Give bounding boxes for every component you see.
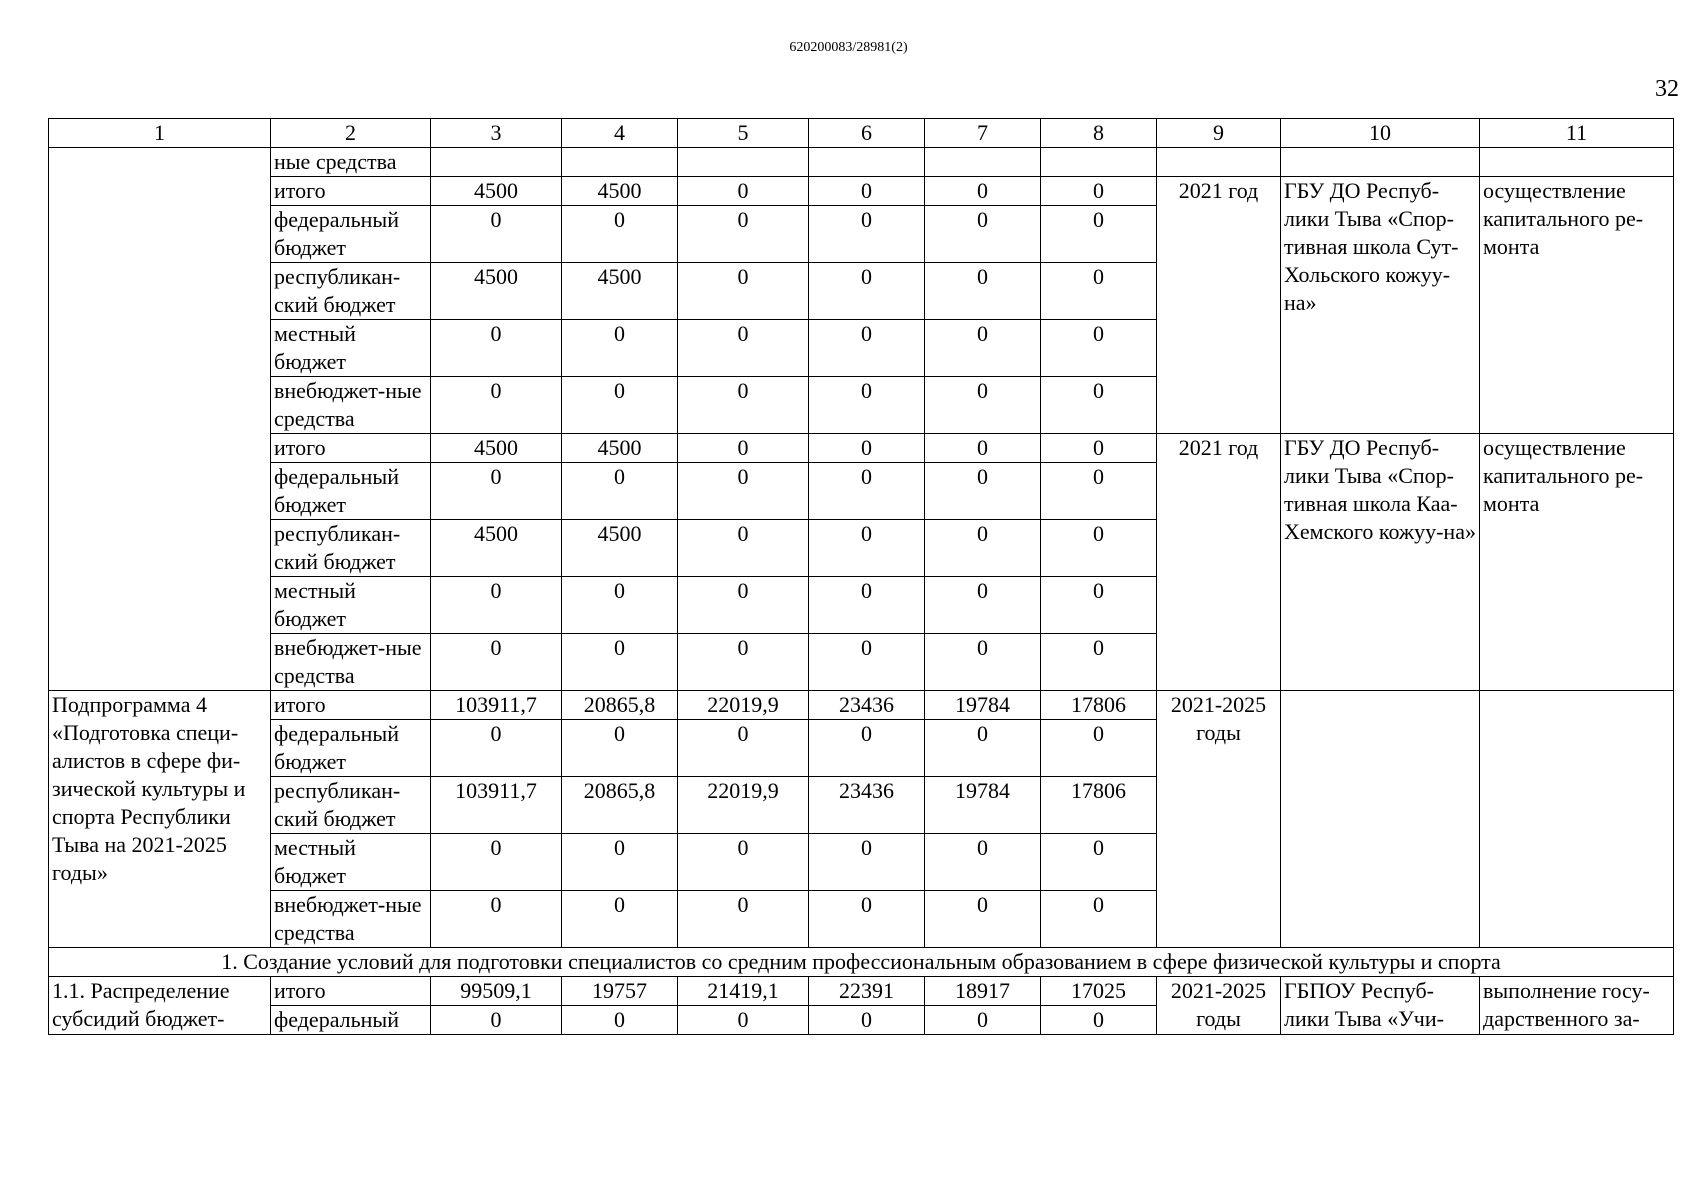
executor-cell: ГБУ ДО Респуб-лики Тыва «Спор-тивная школа Сут-Хольского кожуу-на» [1281, 177, 1480, 434]
value-cell: 0 [678, 463, 809, 520]
header-cell: 9 [1157, 119, 1281, 148]
value-cell: 0 [925, 206, 1041, 263]
value-cell: 0 [678, 320, 809, 377]
header-row [49, 119, 1674, 148]
value-cell: 4500 [431, 263, 562, 320]
value-cell: 0 [431, 206, 562, 263]
header-cell: 4 [562, 119, 678, 148]
value-cell: 0 [925, 463, 1041, 520]
value-cell: 0 [1041, 720, 1157, 777]
value-cell: 0 [431, 891, 562, 948]
row-label: итого [271, 691, 431, 720]
value-cell: 0 [431, 377, 562, 434]
value-cell: 0 [562, 1006, 678, 1035]
value-cell: 0 [678, 891, 809, 948]
table-row [49, 148, 1674, 177]
row-label: внебюджет-ные средства [271, 891, 431, 948]
row-label: федеральный бюджет [271, 463, 431, 520]
value-cell: 0 [809, 177, 925, 206]
table-cell: ные средства [271, 148, 431, 177]
table-cell [925, 148, 1041, 177]
executor-cell: ГБУ ДО Респуб-лики Тыва «Спор-тивная школа Каа-Хемского кожуу-на» [1281, 434, 1480, 691]
value-cell: 0 [925, 577, 1041, 634]
value-cell: 22391 [809, 977, 925, 1006]
value-cell: 0 [809, 377, 925, 434]
value-cell: 0 [925, 634, 1041, 691]
value-cell: 0 [562, 320, 678, 377]
value-cell: 0 [678, 520, 809, 577]
value-cell: 4500 [562, 520, 678, 577]
value-cell: 0 [809, 577, 925, 634]
value-cell: 20865,8 [562, 777, 678, 834]
row-label: итого [271, 177, 431, 206]
value-cell: 20865,8 [562, 691, 678, 720]
table-cell [431, 148, 562, 177]
row-label: внебюджет-ные средства [271, 377, 431, 434]
value-cell: 99509,1 [431, 977, 562, 1006]
table-row [49, 977, 1674, 1006]
value-cell: 0 [678, 1006, 809, 1035]
value-cell: 0 [431, 577, 562, 634]
row-label: республикан-ский бюджет [271, 520, 431, 577]
row-label: федеральный бюджет [271, 206, 431, 263]
value-cell: 22019,9 [678, 691, 809, 720]
value-cell: 22019,9 [678, 777, 809, 834]
subprogram-name: Подпрограмма 4 «Подготовка специ-алистов в сфере фи-зической культуры и спорта Республики Тыва на 2021-2025 годы» [49, 691, 271, 948]
value-cell: 0 [809, 520, 925, 577]
value-cell: 0 [678, 263, 809, 320]
row-label: местный бюджет [271, 577, 431, 634]
value-cell: 23436 [809, 777, 925, 834]
value-cell: 0 [678, 177, 809, 206]
value-cell: 0 [678, 720, 809, 777]
value-cell: 17806 [1041, 777, 1157, 834]
header-cell: 2 [271, 119, 431, 148]
table-cell [1041, 148, 1157, 177]
period-cell: 2021-2025 годы [1157, 977, 1281, 1035]
value-cell: 4500 [562, 263, 678, 320]
value-cell: 21419,1 [678, 977, 809, 1006]
section-heading: 1. Создание условий для подготовки специалистов со средним профессиональным образованием в сфере физической культуры и спорта [49, 948, 1674, 977]
value-cell: 0 [431, 463, 562, 520]
header-cell: 7 [925, 119, 1041, 148]
period-cell: 2021 год [1157, 177, 1281, 434]
value-cell: 4500 [562, 177, 678, 206]
value-cell: 0 [809, 1006, 925, 1035]
document-id: 620200083/28981(2) [789, 40, 908, 55]
header-cell: 11 [1480, 119, 1674, 148]
value-cell: 0 [925, 891, 1041, 948]
table-cell [49, 148, 271, 691]
row-label: федеральный бюджет [271, 720, 431, 777]
value-cell: 0 [925, 320, 1041, 377]
value-cell: 0 [1041, 263, 1157, 320]
value-cell: 0 [431, 720, 562, 777]
value-cell: 0 [431, 320, 562, 377]
value-cell: 0 [562, 377, 678, 434]
value-cell: 19784 [925, 777, 1041, 834]
value-cell: 0 [809, 434, 925, 463]
value-cell: 0 [809, 891, 925, 948]
value-cell: 4500 [431, 434, 562, 463]
value-cell: 0 [925, 263, 1041, 320]
row-label: местный бюджет [271, 834, 431, 891]
row-label: итого [271, 977, 431, 1006]
value-cell: 0 [809, 463, 925, 520]
value-cell: 0 [1041, 891, 1157, 948]
value-cell: 0 [678, 377, 809, 434]
result-cell: осуществление капитального ре-монта [1480, 177, 1674, 434]
executor-cell [1281, 691, 1480, 948]
row-label: республикан-ский бюджет [271, 263, 431, 320]
value-cell: 23436 [809, 691, 925, 720]
period-cell: 2021-2025 годы [1157, 691, 1281, 948]
result-cell: выполнение госу-дарственного за- [1480, 977, 1674, 1035]
value-cell: 4500 [562, 434, 678, 463]
row-label: внебюджет-ные средства [271, 634, 431, 691]
page-number: 32 [1655, 76, 1679, 102]
value-cell: 0 [1041, 1006, 1157, 1035]
row-label: местный бюджет [271, 320, 431, 377]
value-cell: 0 [1041, 177, 1157, 206]
header-cell: 5 [678, 119, 809, 148]
value-cell: 0 [1041, 834, 1157, 891]
result-cell [1480, 691, 1674, 948]
value-cell: 0 [562, 577, 678, 634]
table-row [49, 691, 1674, 720]
value-cell: 0 [925, 1006, 1041, 1035]
header-cell: 10 [1281, 119, 1480, 148]
value-cell: 0 [809, 720, 925, 777]
budget-table [48, 118, 1674, 1035]
table-cell [1480, 148, 1674, 177]
value-cell: 0 [1041, 320, 1157, 377]
value-cell: 19757 [562, 977, 678, 1006]
row-label: итого [271, 434, 431, 463]
value-cell: 0 [925, 434, 1041, 463]
value-cell: 0 [1041, 520, 1157, 577]
table-row [49, 948, 1674, 977]
value-cell: 0 [809, 206, 925, 263]
row-label: федеральный [271, 1006, 431, 1035]
value-cell: 0 [809, 834, 925, 891]
row-label: республикан-ский бюджет [271, 777, 431, 834]
value-cell: 0 [431, 1006, 562, 1035]
value-cell: 0 [562, 891, 678, 948]
value-cell: 0 [678, 434, 809, 463]
value-cell: 0 [562, 206, 678, 263]
value-cell: 0 [809, 263, 925, 320]
value-cell: 0 [1041, 577, 1157, 634]
value-cell: 0 [562, 720, 678, 777]
period-cell: 2021 год [1157, 434, 1281, 691]
value-cell: 0 [1041, 377, 1157, 434]
executor-cell: ГБПОУ Респуб-лики Тыва «Учи- [1281, 977, 1480, 1035]
value-cell: 18917 [925, 977, 1041, 1006]
header-cell: 6 [809, 119, 925, 148]
value-cell: 4500 [431, 520, 562, 577]
value-cell: 0 [562, 463, 678, 520]
value-cell: 0 [1041, 463, 1157, 520]
value-cell: 0 [562, 634, 678, 691]
header-cell: 1 [49, 119, 271, 148]
value-cell: 103911,7 [431, 691, 562, 720]
item-name: 1.1. Распределение субсидий бюджет- [49, 977, 271, 1035]
value-cell: 0 [925, 720, 1041, 777]
value-cell: 17025 [1041, 977, 1157, 1006]
value-cell: 0 [678, 634, 809, 691]
header-cell: 3 [431, 119, 562, 148]
value-cell: 0 [678, 577, 809, 634]
table-row [49, 434, 1674, 463]
value-cell: 0 [431, 834, 562, 891]
result-cell: осуществление капитального ре-монта [1480, 434, 1674, 691]
value-cell: 103911,7 [431, 777, 562, 834]
value-cell: 17806 [1041, 691, 1157, 720]
table-cell [678, 148, 809, 177]
value-cell: 0 [925, 377, 1041, 434]
value-cell: 0 [925, 520, 1041, 577]
value-cell: 0 [925, 177, 1041, 206]
table-cell [1157, 148, 1281, 177]
value-cell: 0 [678, 206, 809, 263]
value-cell: 0 [1041, 206, 1157, 263]
value-cell: 0 [925, 834, 1041, 891]
value-cell: 19784 [925, 691, 1041, 720]
value-cell: 0 [431, 634, 562, 691]
table-cell [809, 148, 925, 177]
table-cell [1281, 148, 1480, 177]
value-cell: 0 [1041, 434, 1157, 463]
header-cell: 8 [1041, 119, 1157, 148]
value-cell: 0 [1041, 634, 1157, 691]
table-cell [562, 148, 678, 177]
value-cell: 0 [809, 634, 925, 691]
value-cell: 0 [678, 834, 809, 891]
value-cell: 4500 [431, 177, 562, 206]
value-cell: 0 [809, 320, 925, 377]
value-cell: 0 [562, 834, 678, 891]
table-row [49, 177, 1674, 206]
